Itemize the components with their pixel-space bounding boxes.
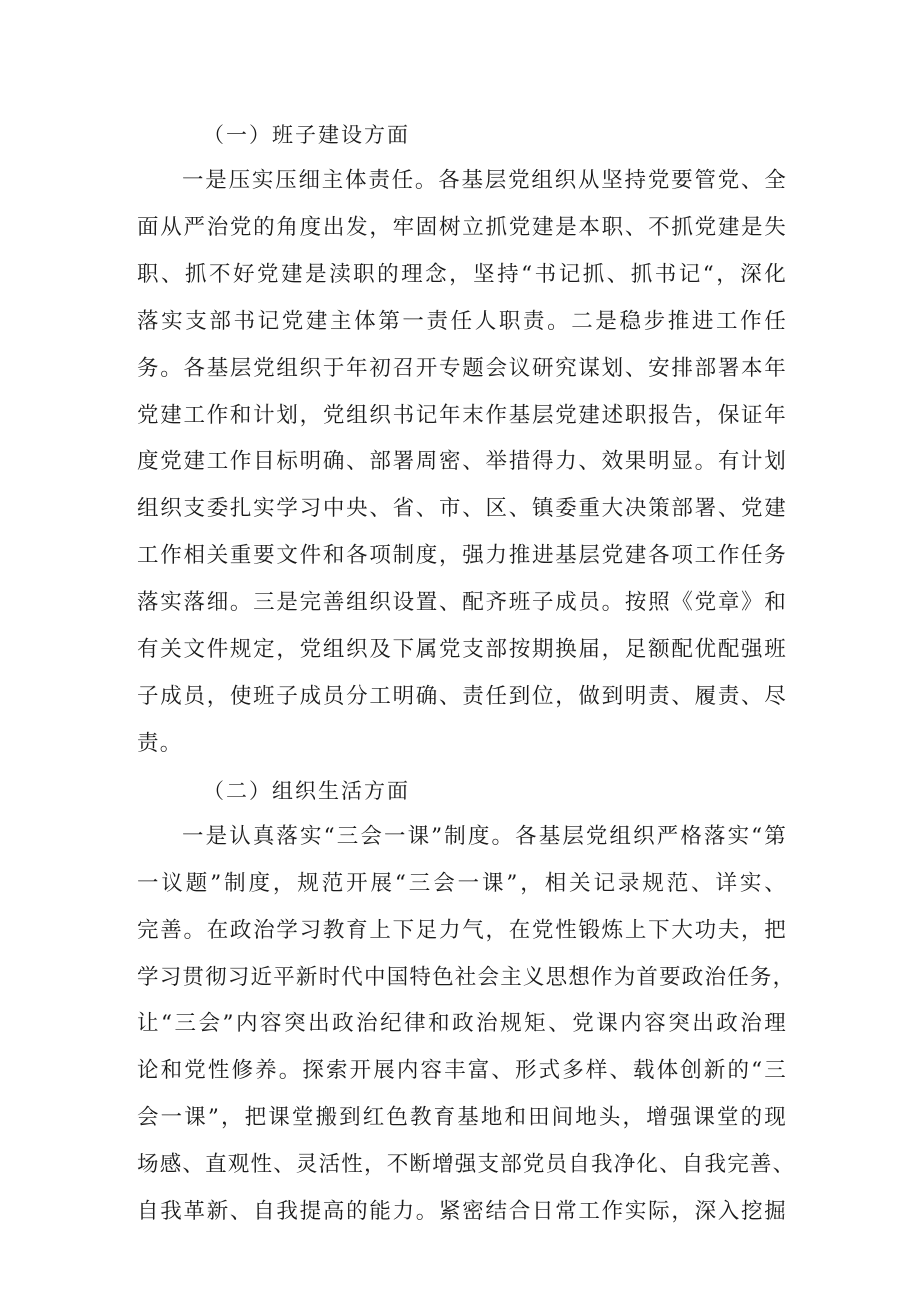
paragraph-line: 子成员，使班子成员分工明确、责任到位，做到明责、履责、尽 <box>137 683 787 709</box>
paragraph-line: 完善。在政治学习教育上下足力气，在党性锻炼上下大功夫，把 <box>137 917 787 943</box>
paragraph-line: 组织支委扎实学习中央、省、市、区、镇委重大决策部署、党建 <box>137 496 787 522</box>
paragraph-line: 一是压实压细主体责任。各基层党组织从坚持党要管党、全 <box>182 168 787 193</box>
paragraph-line: 自我革新、自我提高的能力。紧密结合日常工作实际，深入挖掘 <box>137 1199 787 1225</box>
document-body <box>137 112 796 1236</box>
paragraph-line: 会一课”，把课堂搬到红色教育基地和田间地头，增强课堂的现 <box>137 1105 787 1131</box>
paragraph-line: 度党建工作目标明确、部署周密、举措得力、效果明显。有计划 <box>137 449 787 475</box>
section-2-heading: （二）组织生活方面 <box>203 778 410 803</box>
section-2-paragraph <box>137 814 796 1236</box>
paragraph-line: 一议题”制度，规范开展“三会一课”，相关记录规范、详实、 <box>137 870 787 896</box>
paragraph-line: 学习贯彻习近平新时代中国特色社会主义思想作为首要政治任务， <box>137 964 796 990</box>
paragraph-line: 工作相关重要文件和各项制度，强力推进基层党建各项工作任务 <box>137 543 787 569</box>
section-1-heading: （一）班子建设方面 <box>203 123 410 147</box>
paragraph-line: 职、抓不好党建是渎职的理念，坚持“书记抓、抓书记“，深化 <box>137 261 787 287</box>
paragraph-line: 责。 <box>137 730 183 756</box>
paragraph-line: 面从严治党的角度出发，牢固树立抓党建是本职、不抓党建是失 <box>137 214 787 240</box>
paragraph-line: 场感、直观性、灵活性，不断增强支部党员自我净化、自我完善、 <box>137 1152 796 1178</box>
paragraph-line: 让“三会”内容突出政治纪律和政治规矩、党课内容突出政治理 <box>137 1011 787 1037</box>
paragraph-line: 落实支部书记党建主体第一责任人职责。二是稳步推进工作任 <box>137 308 787 334</box>
paragraph-line: 务。各基层党组织于年初召开专题会议研究谋划、安排部署本年 <box>137 355 787 381</box>
section-1-paragraph <box>137 158 787 768</box>
paragraph-line: 党建工作和计划，党组织书记年末作基层党建述职报告，保证年 <box>137 402 787 428</box>
paragraph-line: 有关文件规定，党组织及下属党支部按期换届，足额配优配强班 <box>137 637 787 663</box>
paragraph-line: 落实落细。三是完善组织设置、配齐班子成员。按照《党章》和 <box>137 590 787 616</box>
paragraph-line: 一是认真落实“三会一课”制度。各基层党组织严格落实“第 <box>182 823 787 849</box>
paragraph-line: 论和党性修养。探索开展内容丰富、形式多样、载体创新的“三 <box>137 1058 787 1084</box>
